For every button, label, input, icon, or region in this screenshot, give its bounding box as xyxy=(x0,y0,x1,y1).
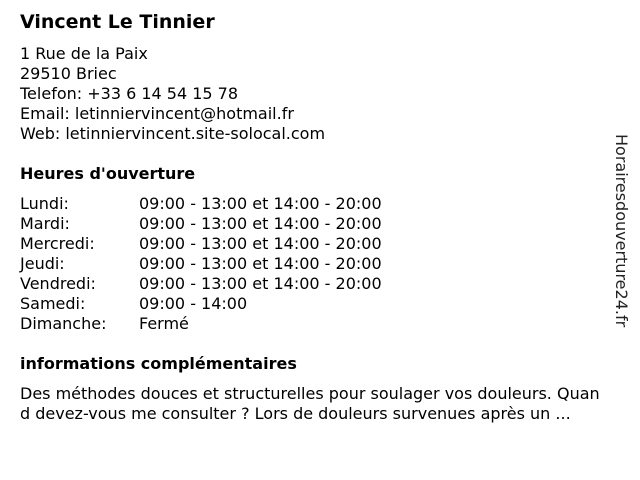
site-watermark: Horairesdouverture24.fr xyxy=(612,134,631,328)
contact-block xyxy=(20,44,325,144)
phone-number: Telefon: +33 6 14 54 15 78 xyxy=(20,84,239,103)
day-label: Dimanche: xyxy=(20,314,107,333)
business-name: Vincent Le Tinnier xyxy=(20,11,215,33)
day-label: Samedi: xyxy=(20,294,86,313)
website: Web: letinniervincent.site-solocal.com xyxy=(20,124,326,143)
address-street: 1 Rue de la Paix xyxy=(20,44,148,63)
time-value: 09:00 - 13:00 et 14:00 - 20:00 xyxy=(139,254,382,273)
additional-info-text xyxy=(20,384,620,424)
time-value: 09:00 - 13:00 et 14:00 - 20:00 xyxy=(139,214,382,233)
time-value: 09:00 - 13:00 et 14:00 - 20:00 xyxy=(139,274,382,293)
time-value: 09:00 - 14:00 xyxy=(139,294,248,313)
time-value: 09:00 - 13:00 et 14:00 - 20:00 xyxy=(139,194,382,213)
opening-hours-heading: Heures d'ouverture xyxy=(20,164,196,183)
day-label: Vendredi: xyxy=(20,274,96,293)
day-label: Mercredi: xyxy=(20,234,95,253)
additional-info-heading: informations complémentaires xyxy=(20,354,297,373)
email-address: Email: letinniervincent@hotmail.fr xyxy=(20,104,294,123)
info-line-2: d devez-vous me consulter ? Lors de douleurs survenues après un ... xyxy=(20,404,571,423)
info-line-1: Des méthodes douces et structurelles pour soulager vos douleurs. Quan xyxy=(20,384,600,403)
time-value: 09:00 - 13:00 et 14:00 - 20:00 xyxy=(139,234,382,253)
address-city: 29510 Briec xyxy=(20,64,117,83)
time-value: Fermé xyxy=(139,314,189,333)
day-label: Jeudi: xyxy=(20,254,65,273)
day-label: Mardi: xyxy=(20,214,70,233)
day-label: Lundi: xyxy=(20,194,69,213)
